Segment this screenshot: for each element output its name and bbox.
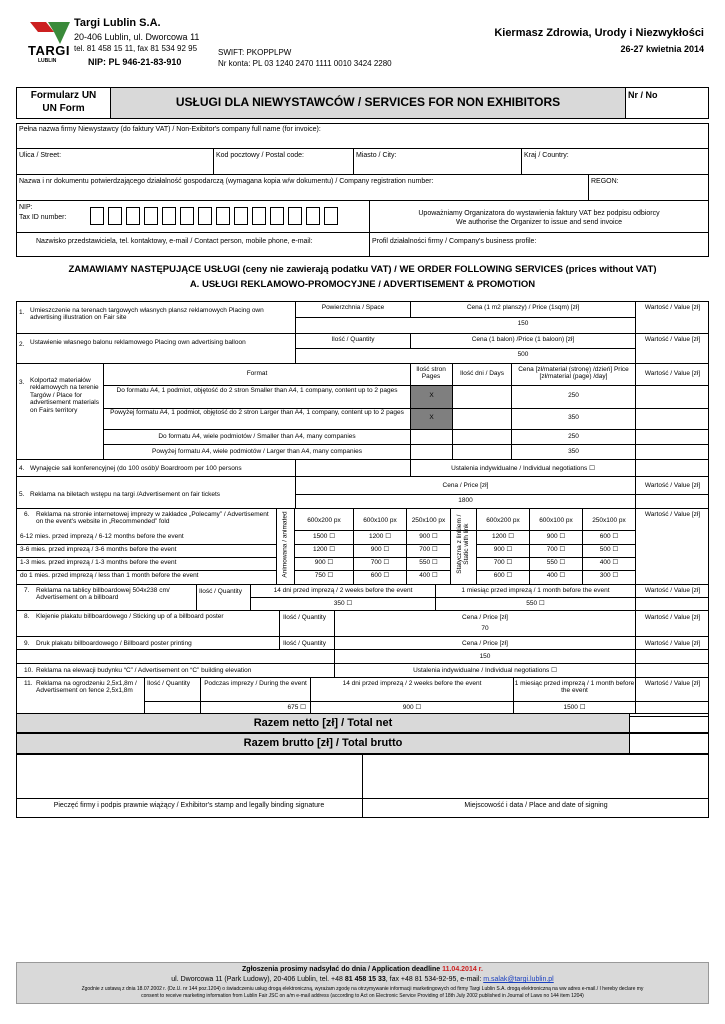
total-net-label: Razem netto [zł] / Total net [253, 717, 393, 729]
item-8-price: 70 [481, 625, 489, 632]
item-7-number: 7. [24, 587, 30, 594]
item-6-animated-price-option[interactable]: 550 ☐ [419, 559, 438, 566]
invoice-authorisation-pl: Upoważniamy Organizatora do wystawienia faktury VAT bez podpisu odbiorcy [418, 210, 660, 217]
item-5-price: 1800 [458, 497, 473, 504]
city-label: Miasto / City: [356, 152, 397, 159]
registration-field[interactable] [17, 175, 587, 199]
bank-account: Nr konta: PL 03 1240 2470 1111 0010 3424 2280 [218, 59, 392, 68]
item-3-row-1-pages-disabled: X [411, 386, 452, 408]
place-date-label: Miejscowość i data / Place and date of signing [464, 802, 608, 809]
company-address: 20-406 Lublin, ul. Dworcowa 11 [74, 32, 200, 42]
item-7-quantity-label: Ilość / Quantity [199, 588, 242, 595]
item-4-value-input[interactable] [636, 460, 708, 475]
item-1-area-input[interactable] [296, 318, 409, 332]
item-6-animated-size-3: 250x100 px [411, 517, 446, 524]
deadline-date: 11.04.2014 r. [442, 966, 483, 973]
company-phone: tel. 81 458 15 11, fax 81 534 92 95 [74, 44, 198, 53]
item-1-value-input[interactable] [636, 318, 708, 332]
item-3-value-label: Wartość / Value [zł] [644, 370, 701, 377]
company-name-field[interactable] [17, 124, 708, 148]
item-11-number: 11. [24, 680, 33, 687]
company-name: Targi Lublin S.A. [74, 17, 161, 29]
item-10-value-input[interactable] [636, 664, 708, 676]
invoice-authorisation-en: We authorise the Organizer to issue and send invoice [455, 219, 623, 226]
item-3-days-header: Ilość dni / Days [459, 370, 505, 377]
item-3-row-4-value-input[interactable] [636, 445, 708, 458]
item-3-row-1-value-input[interactable] [636, 386, 708, 408]
form-label: Formularz UN UN Form [30, 90, 97, 114]
item-11-price-2-option[interactable]: 900 ☐ [402, 704, 422, 711]
item-11-quantity-label: Ilość / Quantity [147, 680, 190, 687]
item-5-value-input[interactable] [636, 495, 708, 507]
item-3-row-4-days-input[interactable] [453, 445, 510, 458]
street-field[interactable] [17, 149, 212, 173]
postal-code-label: Kod pocztowy / Postal code: [216, 152, 304, 159]
item-11-period-2: 14 dni przed imprezą / 2 weeks before the event [342, 680, 482, 687]
item-6-static-price-option[interactable]: 900 ☐ [493, 546, 513, 553]
item-3-row-2-days-input[interactable] [453, 409, 510, 429]
item-10-description: Reklama na elewacji budynku “C” / Advertisement on “C” building elevation [36, 667, 252, 674]
country-label: Kraj / Country: [524, 152, 569, 159]
item-3-row-2-pages-disabled: X [411, 409, 452, 429]
item-4-description: Wynajęcie sali konferencyjnej (do 100 osób)/ Boardroom per 100 persons [30, 465, 242, 472]
item-6-static-price-option[interactable]: 500 ☐ [599, 546, 619, 553]
item-11-description: Reklama na ogrodzeniu 2,5x1,8m / Advertisement on fence 2,5x1,8m [36, 680, 137, 695]
item-10-negotiation-option[interactable]: Ustalenia indywidualne / Individual negotiations ☐ [413, 667, 557, 674]
item-3-row-3-value-input[interactable] [636, 430, 708, 444]
stamp-signature-label: Pieczęć firmy i podpis prawnie wiążący / Exhibitor's stamp and legally binding signature [53, 802, 325, 809]
street-label: Ulica / Street: [19, 152, 62, 159]
item-1-description: Umieszczenie na terenach targowych własnych plansz reklamowych Placing own advertising illustration on Fair site [30, 307, 264, 322]
item-6-static-price-option[interactable]: 700 ☐ [493, 559, 513, 566]
item-3-row-4-price: 350 [568, 448, 579, 455]
item-6-animated-price-option[interactable]: 900 ☐ [419, 533, 438, 540]
item-1-price: 150 [517, 320, 529, 327]
item-6-static-header: Statyczna z linkiem / Static with link [455, 514, 470, 574]
item-11-value-input[interactable] [636, 702, 708, 712]
event-title: Kiermasz Zdrowia, Urody i Niezwykłości [494, 27, 704, 39]
item-7-price-1-option[interactable]: 350 ☐ [333, 600, 353, 607]
total-gross-label: Razem brutto [zł] / Total brutto [243, 737, 403, 749]
company-nip: NIP: PL 946-21-83-910 [88, 57, 182, 67]
item-6-animated-price-option[interactable]: 700 ☐ [419, 546, 438, 553]
item-6-static-size-3: 250x100 px [592, 517, 626, 524]
item-6-animated-price-option[interactable]: 1200 ☐ [312, 546, 336, 553]
regon-label: REGON: [591, 178, 619, 185]
tax-id-label: Tax ID number: [19, 214, 67, 221]
item-6-period-2: 3-6 mies. przed imprezą / 3-6 months before the event [20, 546, 177, 553]
item-4-quantity-input[interactable] [296, 460, 409, 475]
item-3-row-3-format: Do formatu A4, wiele podmiotów / Smaller than A4, many companies [158, 433, 356, 440]
item-6-animated-header: Animowana / animated [281, 511, 289, 578]
company-logo [28, 20, 72, 62]
item-3-row-2-format: Powyżej formatu A4, 1 podmiot, objętość do 2 stron Larger than A4, 1 company, content up to 2 pages [110, 409, 404, 416]
item-6-value-label: Wartość / Value [zł] [644, 511, 701, 518]
item-6-animated-price-option[interactable]: 1200 ☐ [368, 533, 392, 540]
item-6-description: Reklama na stronie internetowej imprezy w zakładce „Polecamy” / Advertisement on the event's website in „Recommended” fold [36, 511, 269, 526]
event-dates: 26-27 kwietnia 2014 [620, 44, 704, 54]
item-6-animated-size-2: 600x100 px [363, 517, 397, 524]
item-3-row-3-price: 250 [568, 433, 579, 440]
item-8-price-label: Cena / Price [zł] [462, 614, 508, 621]
item-1-number: 1. [19, 309, 25, 316]
item-11-price-3-option[interactable]: 1500 ☐ [563, 704, 586, 711]
item-5-number: 5. [19, 491, 25, 498]
form-title: USŁUGI DLA NIEWYSTAWCÓW / SERVICES FOR NON EXHIBITORS [175, 95, 561, 109]
logo-text: TARGI [28, 43, 70, 58]
item-3-row-4-format: Powyżej formatu A4, wiele podmiotów / Larger than A4, many companies [152, 448, 362, 455]
item-1-area-label: Powierzchnia / Space [321, 304, 385, 311]
item-2-number: 2. [19, 341, 25, 348]
item-2-price-label: Cena (1 balon) /Price (1 baloon) [zł] [471, 336, 575, 343]
item-7-description: Reklama na tablicy billboardowej 504x238 cm/ Advertisement on a billboard [36, 587, 170, 602]
item-11-period-3: 1 miesiąc przed imprezą / 1 month before the event [514, 680, 635, 695]
item-6-static-price-option[interactable]: 550 ☐ [546, 559, 566, 566]
logo-subtext: LUBLIN [38, 58, 57, 64]
item-9-value-label: Wartość / Value [zł] [644, 640, 701, 647]
item-3-row-1-format: Do formatu A4, 1 podmiot, objętość do 2 stron Smaller than A4, 1 company, content up to 2 pages [116, 387, 398, 394]
item-6-static-price-option[interactable]: 700 ☐ [546, 546, 566, 553]
section-heading: A. USŁUGI REKLAMOWO-PROMOCYJNE / ADVERTISEMENT & PROMOTION [189, 279, 536, 290]
item-9-description: Druk plakatu billboardowego / Billboard poster printing [36, 640, 192, 647]
item-4-number: 4. [19, 465, 25, 472]
item-6-value-input[interactable] [636, 522, 708, 583]
regon-field[interactable] [589, 175, 708, 199]
nip-label: NIP: [19, 204, 33, 211]
item-6-period-1: 6-12 mies. przed imprezą / 6-12 months before the event [20, 533, 184, 540]
item-6-static-price-option[interactable]: 300 ☐ [599, 572, 619, 579]
contact-person-label: Nazwisko przedstawiciela, tel. kontaktowy, e-mail / Contact person, mobile phone, e-mail: [36, 238, 313, 245]
item-3-row-2-value-input[interactable] [636, 409, 708, 429]
item-11-value-label: Wartość / Value [zł] [644, 680, 701, 687]
item-11-price-1-option[interactable]: 675 ☐ [287, 704, 306, 711]
item-2-value-label: Wartość / Value [zł] [644, 336, 701, 343]
item-8-value-label: Wartość / Value [zł] [644, 614, 701, 621]
swift-code: SWIFT: PKOPPLPW [218, 48, 292, 57]
item-11-period-1: Podczas imprezy / During the event [204, 680, 307, 687]
item-2-value-input[interactable] [636, 349, 708, 362]
item-3-row-3-pages-input[interactable] [411, 430, 452, 444]
footer-address: ul. Dworcowa 11 (Park Ludowy), 20-406 Lublin, tel. +48 81 458 15 33, fax +48 81 534-92-95, e-mail: m.salak@targi.lublin.pl [171, 976, 554, 983]
contact-person-field[interactable] [17, 233, 368, 256]
item-3-row-1-price: 250 [568, 392, 579, 399]
total-net-value[interactable] [629, 713, 709, 733]
city-field[interactable] [354, 149, 520, 173]
item-1-value-label: Wartość / Value [zł] [644, 304, 701, 311]
item-6-static-price-option[interactable]: 400 ☐ [546, 572, 566, 579]
item-7-value-label: Wartość / Value [zł] [644, 587, 701, 594]
item-6-period-3: 1-3 mies. przed imprezą / 1-3 months before the event [20, 559, 177, 566]
item-6-animated-price-option[interactable]: 1500 ☐ [312, 533, 336, 540]
order-heading: ZAMAWIAMY NASTĘPUJĄCE USŁUGI (ceny nie zawierają podatku VAT) / WE ORDER FOLLOWING SERVICES (prices without VAT) [68, 264, 657, 275]
item-3-format-header: Format [246, 370, 268, 377]
item-6-static-price-option[interactable]: 400 ☐ [599, 559, 619, 566]
item-3-row-2-price: 350 [568, 414, 579, 421]
item-9-price-label: Cena / Price [zł] [462, 640, 508, 647]
consent-text-1: Zgodnie z ustawą z dnia 18.07.2002 r. (Dz.U. nr 144 poz.1204) o świadczeniu usług drogą elektroniczną, wyrażam zgodę na otrzymywanie informacji marketingowych od firmy Targi Lublin S.A. drogą elektroniczną na ww adres e-mail./ I hereby declare my [81, 986, 644, 992]
item-2-price: 500 [517, 351, 529, 358]
item-8-description: Klejenie plakatu billboardowego / Sticking up of a billboard poster [36, 613, 224, 620]
item-6-static-size-1: 600x200 px [486, 517, 520, 524]
postal-code-field[interactable] [214, 149, 352, 173]
nip-digit-boxes[interactable] [90, 207, 370, 227]
item-3-row-3-days-input[interactable] [453, 430, 510, 444]
item-7-period-2: 1 miesiąc przed imprezą / 1 month before the event [461, 587, 610, 594]
item-6-period-4: do 1 mies. przed imprezą / less than 1 month before the event [20, 572, 199, 579]
total-gross-value[interactable] [629, 733, 709, 754]
business-profile-field[interactable] [370, 233, 708, 256]
item-9-quantity-label: Ilość / Quantity [283, 640, 326, 647]
item-6-static-price-option[interactable]: 900 ☐ [546, 533, 566, 540]
registration-label: Nazwa i nr dokumentu potwierdzającego działalność gospodarczą (wymagana kopia w/w dokumentu) / Company registration number: [19, 178, 434, 185]
item-9-number: 9. [24, 640, 30, 647]
item-2-description: Ustawienie własnego balonu reklamowego Placing own advertising balloon [30, 339, 246, 346]
item-8-number: 8. [24, 613, 30, 620]
total-net-row [16, 713, 630, 733]
item-5-price-label: Cena / Price [zł] [442, 482, 489, 489]
item-6-animated-price-option[interactable]: 400 ☐ [419, 572, 438, 579]
item-3-pages-header: Ilość stron Pages [416, 366, 446, 381]
item-6-animated-price-option[interactable]: 600 ☐ [370, 572, 390, 579]
item-8-quantity-label: Ilość / Quantity [283, 614, 326, 621]
item-4-negotiation-option[interactable]: Ustalenia indywidualne / Individual negotiations ☐ [451, 465, 595, 472]
total-gross-row [16, 733, 630, 754]
item-9-price: 150 [479, 653, 491, 660]
deadline-line: Zgłoszenia prosimy nadsyłać do dnia / Application deadline 11.04.2014 r. [242, 966, 483, 973]
company-name-label: Pełna nazwa firmy Niewystawcy (do faktury VAT) / Non-Exibitor's company full name (for invoice): [19, 126, 321, 133]
item-3-row-4-pages-input[interactable] [411, 445, 452, 458]
contact-email-link[interactable]: m.salak@targi.lublin.pl [483, 976, 554, 983]
item-10-number: 10. [24, 667, 34, 674]
footer-box [16, 962, 709, 1004]
stamp-signature-area[interactable] [17, 755, 361, 797]
item-3-description: Kolportaż materiałów reklamowych na terenie Targów / Place for advertisement materials on Fairs territory [30, 377, 99, 414]
item-1-price-label: Cena (1 m2 planszy) / Price (1sqm) [zł] [466, 304, 580, 311]
form-title-bar [110, 88, 626, 118]
item-5-value-label: Wartość / Value [zł] [644, 482, 701, 489]
item-7-value-input[interactable] [636, 598, 708, 609]
item-5-description: Reklama na biletach wstępu na targi /Advertisement on fair tickets [30, 491, 221, 498]
item-2-quantity-label: Ilość / Quantity [331, 336, 375, 343]
item-2-quantity-input[interactable] [296, 349, 409, 362]
item-3-price-header: Cena [zł/materiał (stronę) /dzień] Price [zł/material (page) /day] [518, 366, 629, 381]
item-6-animated-price-option[interactable]: 900 ☐ [314, 559, 334, 566]
consent-text-2: consent to receive marketing information from Lublin Fair JSC on a/m e-mail address (according to Act on Electronic Service Providing of 18th July 2002 published in Journal of Laws no 144 item 1204) [141, 993, 584, 999]
form-number-label: Nr / No [628, 90, 658, 100]
item-6-static-price-option[interactable]: 1200 ☐ [491, 533, 515, 540]
country-field[interactable] [522, 149, 708, 173]
item-6-static-price-option[interactable]: 600 ☐ [493, 572, 513, 579]
item-7-price-2-option[interactable]: 550 ☐ [526, 600, 545, 607]
business-profile-label: Profil działalności firmy / Company's business profile: [372, 238, 537, 245]
place-date-area[interactable] [363, 755, 708, 797]
item-6-static-size-2: 600x100 px [539, 517, 573, 524]
item-3-number: 3. [19, 379, 25, 386]
item-7-period-1: 14 dni przed imprezą / 2 weeks before the event [273, 587, 413, 594]
item-6-animated-size-1: 600x200 px [307, 517, 341, 524]
item-3-row-1-days-input[interactable] [453, 386, 510, 408]
item-6-number: 6. [24, 511, 30, 518]
item-6-animated-price-option[interactable]: 900 ☐ [370, 546, 390, 553]
item-6-animated-price-option[interactable]: 700 ☐ [370, 559, 390, 566]
item-6-animated-price-option[interactable]: 750 ☐ [314, 572, 334, 579]
item-6-static-price-option[interactable]: 600 ☐ [599, 533, 619, 540]
